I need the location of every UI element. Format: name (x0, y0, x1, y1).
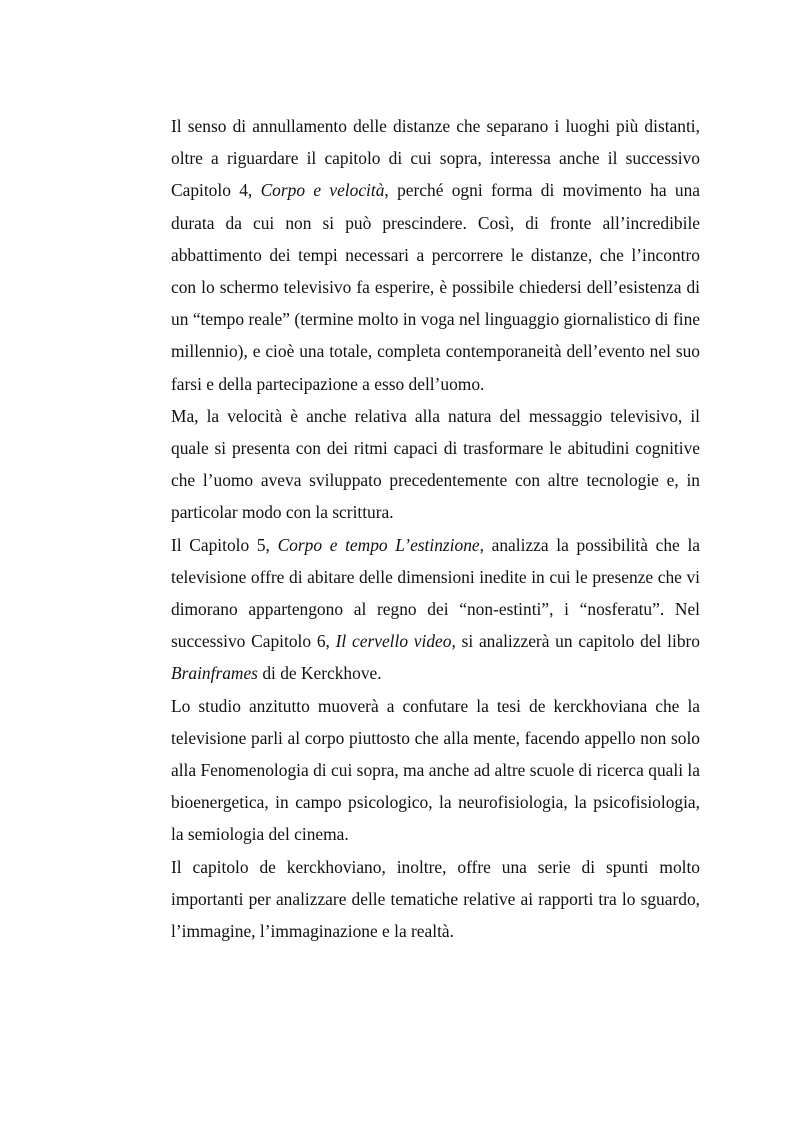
paragraph (171, 400, 700, 529)
text-segment: Ma, la velocità è anche relativa alla natura del messaggio televisivo, il quale si presenta con dei ritmi capaci di trasformare le abitudini cognitive che l’uomo aveva sviluppato precedentemente con altre tecnologie e, in particolar modo con la scrittura. (171, 405, 700, 523)
text-segment: , analizza la possibilità che la televisione offre di abitare delle dimensioni inedite in cui le presenze che vi dimorano appartengono al regno dei “non-estinti”, i “nosferatu”. Nel successivo Capitolo 6, (171, 534, 700, 652)
text-segment: Lo studio anzitutto muoverà a confutare la tesi de kerckhoviana che la televisione parli al corpo piuttosto che alla mente, facendo appello non solo alla Fenomenologia di cui sopra, ma anche ad altre scuole di ricerca quali la bioenergetica, in campo psicologico, la neurofisiologia, la psicofisiologia, la semiologia del cinema. (171, 695, 700, 845)
text-segment: Il capitolo de kerckhoviano, inoltre, offre una serie di spunti molto importanti per analizzare delle tematiche relative ai rapporti tra lo sguardo, l’immagine, l’immaginazione e la realtà. (171, 856, 700, 942)
text-segment: di de Kerckhove. (257, 663, 382, 684)
text-segment: , perché ogni forma di movimento ha una durata da cui non si può prescindere. Così, di fronte all’incredibile abbattimento dei tempi necessari a percorrere le distanze, che l’incontro con lo schermo televisivo fa esperire, è possibile chiedersi dell’esistenza di un “tempo reale” (termine molto in voga nel linguaggio giornalistico di fine millennio), e cioè una totale, completa contemporaneità dell’evento nel suo farsi e della partecipazione a esso dell’uomo. (171, 180, 700, 394)
paragraph (171, 690, 700, 851)
italic-title: Il cervello video (335, 631, 452, 652)
text-segment: , si analizzerà un capitolo del libro (451, 631, 700, 652)
document-page (171, 110, 700, 947)
italic-title: Corpo e velocità (260, 180, 385, 201)
italic-title: Brainframes (171, 663, 258, 684)
paragraph (171, 110, 700, 400)
text-segment: Il senso di annullamento delle distanze che separano i luoghi più distanti, oltre a riguardare il capitolo di cui sopra, interessa anche il successivo Capitolo 4, (171, 116, 700, 201)
paragraph (171, 529, 700, 690)
text-segment: Il Capitolo 5, (171, 534, 278, 555)
paragraph (171, 851, 700, 948)
italic-title: Corpo e tempo L’estinzione (277, 534, 480, 555)
